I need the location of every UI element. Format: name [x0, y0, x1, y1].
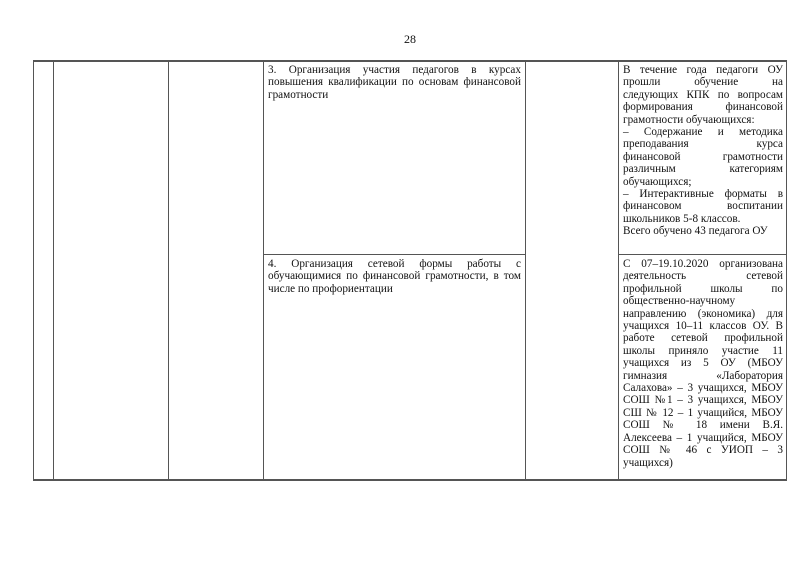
result-line: Алексеева – 1 учащийся, МБОУ [623, 431, 783, 444]
result-line: учащихся) [623, 456, 673, 469]
activity-line: 3. Организация участия педагогов в курсах [268, 64, 521, 76]
column-divider-1 [53, 62, 54, 479]
result-cell-4 [619, 258, 786, 469]
activity-line: обучающимися по финансовой грамотности, в том [268, 270, 521, 283]
result-line: С 07–19.10.2020 организована [623, 258, 783, 270]
result-line: финансовой грамотности [623, 150, 783, 163]
result-line: обучающихся; [623, 175, 692, 188]
row-separator-activity [263, 254, 525, 255]
result-line: направлению (экономика) для [623, 307, 783, 320]
result-line: работе сетевой профильной [623, 332, 783, 345]
result-line: СОШ №1 – 3 учащихся, МБОУ [623, 394, 783, 407]
result-line: школьников 5-8 классов. [623, 212, 741, 225]
activity-line: числе по профориентации [268, 282, 393, 295]
result-line: преподавания курса [623, 138, 783, 151]
result-line: – Интерактивные форматы в [623, 188, 783, 201]
result-line: учащихся 10–11 классов ОУ. В [623, 320, 783, 333]
result-line: Салахова» – 3 учащихся, МБОУ [623, 382, 783, 395]
row-separator-result [618, 254, 786, 255]
result-line: СОШ № 18 имени В.Я. [623, 419, 783, 432]
result-line: учащихся из 5 ОУ (МБОУ [623, 357, 783, 370]
result-line: различным категориям [623, 163, 783, 176]
result-line: СОШ № 46 с УИОП – 3 [623, 444, 783, 457]
result-line: прошли обучение на [623, 76, 783, 89]
activity-cell-4 [264, 258, 524, 295]
result-line: общественно-научному [623, 295, 736, 308]
page-number: 28 [404, 32, 416, 46]
result-line: гимназия «Лаборатория [623, 369, 783, 382]
result-line: грамотности обучающихся: [623, 113, 755, 126]
activity-line: грамотности [268, 88, 329, 101]
result-line: школы приняло участие 11 [623, 344, 783, 357]
result-line: формирования финансовой [623, 101, 783, 114]
result-cell-3 [619, 64, 786, 238]
result-line: профильной школы по [623, 282, 783, 295]
result-line: Всего обучено 43 педагога ОУ [623, 225, 768, 238]
column-divider-4 [525, 62, 526, 479]
result-line: В течение года педагоги ОУ [623, 64, 783, 76]
result-line: деятельность сетевой [623, 270, 783, 283]
result-line: финансовом воспитании [623, 200, 783, 213]
result-line: СШ № 12 – 1 учащийся, МБОУ [623, 406, 783, 419]
result-line: следующих КПК по вопросам [623, 88, 783, 101]
report-table [33, 60, 787, 481]
activity-line: повышения квалификации по основам финансовой [268, 76, 521, 89]
activity-cell-3 [264, 64, 524, 101]
activity-line: 4. Организация сетевой формы работы с [268, 258, 521, 270]
column-divider-2 [168, 62, 169, 479]
result-line: – Содержание и методика [623, 126, 783, 139]
